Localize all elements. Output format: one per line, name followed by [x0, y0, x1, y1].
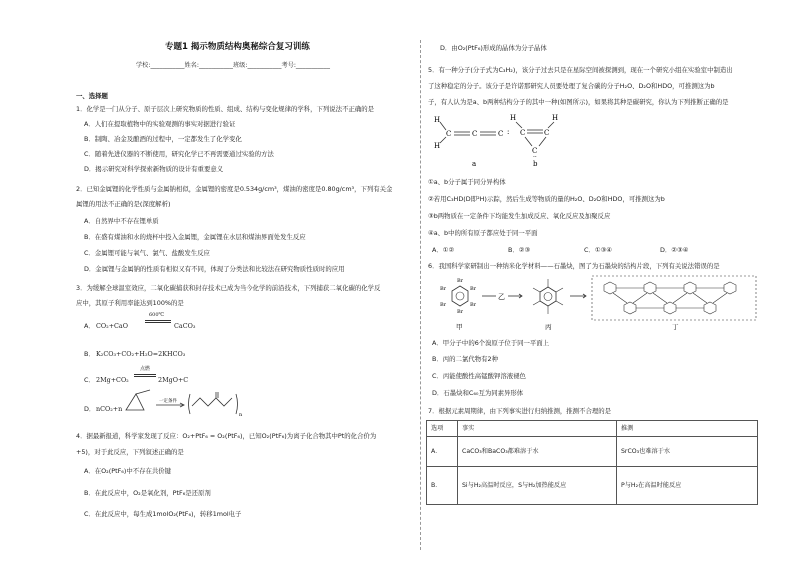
- q7-stem: 7．根据元素周期律，由下列事实进行归纳推测，推测不合理的是: [428, 407, 612, 415]
- table-cell: CaCO₃和BaCO₃都难溶于水: [458, 437, 617, 467]
- q3-option-a-reactants: CO₂+CaO: [96, 322, 128, 330]
- q3-option-c-reactants: 2Mg+CO₂: [96, 376, 129, 384]
- q3-option-a-arrow-2: [145, 322, 171, 323]
- q2-stem-cont: 属锂的用法不正确的是(深度解析): [76, 200, 171, 208]
- svg-text:Br: Br: [470, 286, 477, 292]
- q2-option-b: B．在盛有煤油和水的烧杯中投入金属锂，金属锂在水层和煤油界面处发生反应: [84, 233, 306, 241]
- q6-label-yi: 乙: [498, 293, 505, 301]
- q5-a-h-bottom: H: [434, 142, 441, 150]
- q5-a-c2: C: [472, 130, 478, 138]
- q4-option-d: D．由O₂(PtF₆)形成的晶体为分子晶体: [440, 44, 547, 52]
- q4-option-c: C．在此反应中，每生成1molO₂(PtF₆)，转移1mol电子: [84, 510, 242, 518]
- q5-label-b: b: [533, 160, 538, 168]
- q3-option-c-product: 2MgO+C: [158, 376, 189, 384]
- q3-stem-cont: 应中，其原子利用率能达到100%的是: [76, 299, 184, 307]
- q5-a-c3: C: [498, 130, 504, 138]
- q5-stem: 5．有一种分子(分子式为C₃H₂)，该分子过去只是在星际空间被探测到，现在一个研究小组在实验室中制造出: [428, 66, 733, 74]
- q3-option-d-reactants: nCO₂+n: [96, 405, 123, 413]
- q5-choice-a: A．①②: [432, 246, 455, 254]
- q5-statement-4: ④a、b中的所有原子都应处于同一平面: [428, 229, 538, 237]
- q3-option-d-condition: 一定条件: [159, 399, 177, 404]
- q3-option-a-arrow: [145, 320, 171, 321]
- q1-option-d: D．揭示研究对科学探索新物质的设计有重要意义: [84, 165, 224, 173]
- q4-option-b: B．在此反应中，O₂是氧化剂，PtF₆是还原剂: [84, 489, 211, 497]
- student-info-line: 学校:___________姓名:___________班级:___________考号:___________: [136, 62, 330, 69]
- q2-option-d: D．金属锂与金属钠的性质有相似又有不同，体现了分类法和比较法在研究物质性质时的应用: [84, 265, 345, 273]
- q5-b-h-left: H: [510, 114, 517, 122]
- q5-b-c-left: C: [520, 129, 526, 137]
- q2-option-a: A．自然界中不存在锂单质: [84, 217, 159, 225]
- q7-header-fact: 事实: [458, 421, 617, 437]
- q2-option-c: C．金属锂可能与氧气、氯气、盐酸发生反应: [84, 249, 210, 257]
- q5-label-a: a: [472, 160, 477, 168]
- section-heading: 一、选择题: [76, 92, 108, 100]
- q5-statement-2: ②若用C₃HD(D即²H)示踪，然后生成等物质的量的H₂O、D₂O和HDO，可推测这为b: [428, 195, 665, 203]
- q3-option-c-condition: 点燃: [140, 366, 151, 372]
- q6-option-d: D．石墨炔和C₆₀互为同素异形体: [432, 389, 524, 397]
- q5-choice-c: C．①③④: [584, 246, 613, 254]
- q6-figure: [430, 274, 760, 332]
- q3-option-d-structure: [122, 388, 252, 418]
- q3-option-c-label: C．: [84, 376, 95, 384]
- table-cell: SrCO₃也难溶于水: [617, 437, 758, 467]
- q6-label-ding: 丁: [672, 323, 679, 331]
- table-cell: B．: [427, 467, 458, 505]
- q6-option-a: A．甲分子中的6个溴原子位于同一平面上: [432, 339, 550, 347]
- table-row: [427, 467, 758, 505]
- q3-option-c-arrow-2: [134, 376, 156, 377]
- q3-option-b-equation: K₂CO₃+CO₂+H₂O=2KHCO₃: [96, 350, 186, 358]
- q3-option-c-arrow: [134, 374, 156, 375]
- q5-b-c-right: C: [544, 129, 550, 137]
- q6-label-bing: 丙: [545, 323, 552, 331]
- table-cell: P与H₂在高温时能反应: [617, 467, 758, 505]
- svg-text::: :: [507, 128, 510, 136]
- q3-stem: 3．为缓解全球温室效应，二氧化碳捕获和封存技术已成为当今化学的前沿技术，下列捕获二氧化碳的化学反: [76, 284, 381, 292]
- q6-label-jia: 甲: [456, 323, 463, 331]
- svg-text:Br: Br: [470, 302, 477, 308]
- q5-b-h-right: H: [552, 114, 559, 122]
- q6-option-b: B．丙的二氯代物有2种: [432, 355, 498, 363]
- q6-molecule-bing: [533, 279, 563, 331]
- q5-a-c1: C: [446, 130, 452, 138]
- q1-option-a: A．人们在提取植物中的实验观测的事实对据进行验证: [84, 120, 236, 128]
- q3-option-d-label: D．: [84, 405, 96, 413]
- q1-stem: 1．化学是一门从分子、原子层次上研究物质的性质、组成、结构与变化规律的学科，下列说法不正确的是: [76, 105, 375, 113]
- q5-a-h-top: H: [434, 116, 441, 124]
- column-divider: [420, 40, 421, 550]
- q6-option-c: C．丙能使酸性高锰酸钾溶液褪色: [432, 372, 526, 380]
- q3-option-b-label: B．: [84, 350, 95, 358]
- svg-text:n: n: [239, 412, 243, 418]
- q3-option-a-label: A．: [84, 322, 95, 330]
- q6-stem: 6．我国科学家研制出一种纳米化学材料——石墨炔，图了为石墨炔的结构片段，下列有关说法错误的是: [428, 262, 720, 270]
- q4-stem-cont: +5)，对于此反应，下列叙述正确的是: [76, 448, 184, 456]
- q5-choice-b: B．②③: [508, 246, 531, 254]
- q4-stem: 4．据最新报道，科学家发现了反应：O₂+PtF₆ = O₂(PtF₆)，已知O₂(PtF₆)为离子化合物其中Pt的化合价为: [76, 432, 377, 440]
- svg-text:Br: Br: [457, 309, 464, 315]
- page-title: 专题1 揭示物质结构奥秘综合复习训练: [165, 42, 310, 52]
- q3-option-a-product: CaCO₃: [174, 322, 196, 330]
- q7-table-header: [427, 421, 758, 437]
- q5-statement-3: ③b两物质在一定条件下均能发生加成反应、氧化反应及加聚反应: [428, 212, 611, 220]
- table-row: [427, 437, 758, 467]
- q5-stem-cont2: 子，有人认为是a、b两种结构分子的其中一种(如图所示)，如果将其种是碳研究，你认为下列推断正确的是: [428, 98, 729, 106]
- table-cell: A．: [427, 437, 458, 467]
- q5-stem-cont: 了这种稳定的分子。该分子是许诺那研究人员要处理了复合碳的分子H₂O、D₂O和HDO，可推测这为b: [428, 82, 715, 90]
- svg-text:Br: Br: [440, 302, 447, 308]
- q6-molecule-jia: [440, 278, 477, 331]
- q7-header-option: 选项: [427, 421, 458, 437]
- q6-graphyne-network: [592, 276, 756, 320]
- svg-text:Br: Br: [457, 278, 464, 284]
- q7-header-inference: 推测: [617, 421, 758, 437]
- table-cell: Si与H₂高温时反应，S与H₂加热能反应: [458, 467, 617, 505]
- q1-option-b: B．制陶、冶金及酿酒的过程中，一定都发生了化学变化: [84, 135, 242, 143]
- q7-table: [426, 420, 758, 505]
- q5-statement-1: ①a、b分子属于同分异构体: [428, 178, 506, 186]
- svg-text:Br: Br: [440, 286, 447, 292]
- q5-structure-b: [508, 108, 568, 168]
- svg-text:··: ··: [533, 154, 537, 161]
- q3-option-a-condition: 600℃: [149, 312, 165, 318]
- q5-b-c-bottom: C: [532, 147, 538, 155]
- q2-stem: 2．已知金属锂的化学性质与金属钠相似，金属锂的密度是0.534g/cm³，煤油的密度是0.80g/cm³，下列有关金: [76, 185, 393, 193]
- q1-option-c: C．随着先进仪器的不断使用，研究化学已不再需要通过实验的方法: [84, 150, 274, 158]
- q5-choice-d: D．②③④: [660, 246, 689, 254]
- q4-option-a: A．在O₂(PtF₆)中不存在共价键: [84, 467, 172, 475]
